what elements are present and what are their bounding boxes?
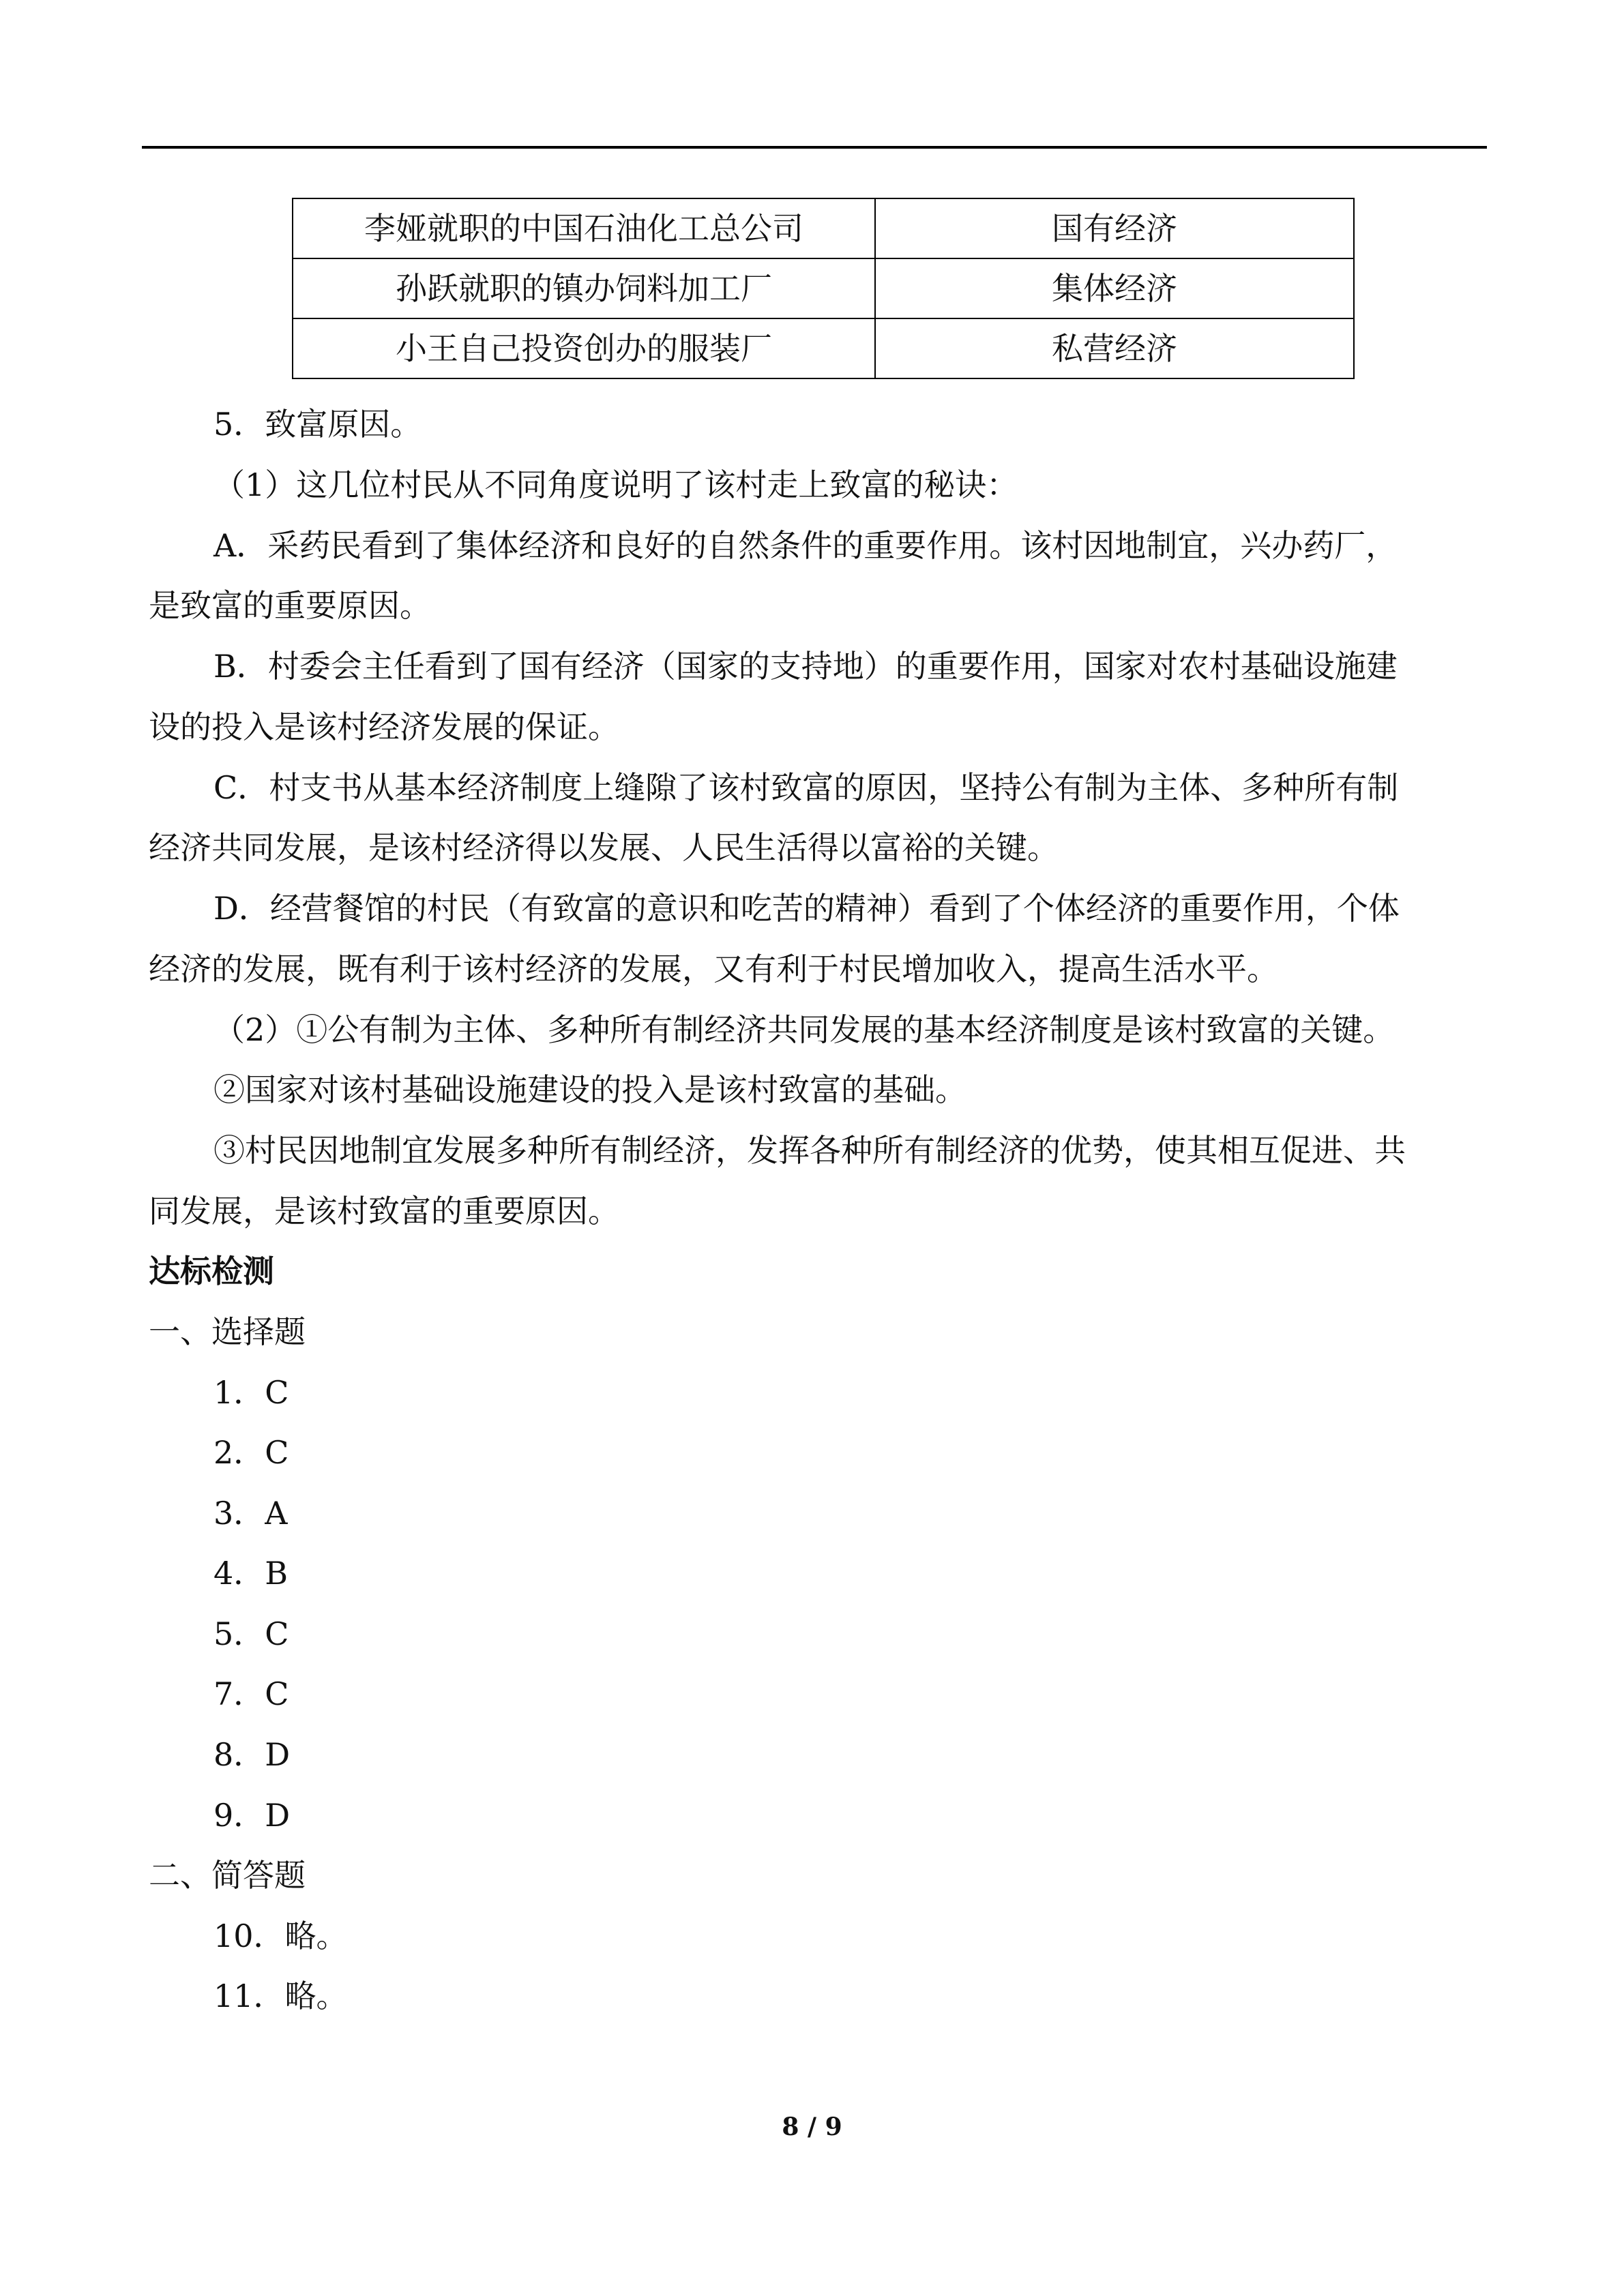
assessment-title: 达标检测 (149, 1253, 274, 1289)
choice-answer: 3．A (213, 1495, 288, 1532)
enterprise-cell: 孙跃就职的镇办饲料加工厂 (293, 258, 875, 318)
choice-answer: 2．C (213, 1434, 289, 1471)
item-a-line-2: 是致富的重要原因。 (149, 587, 431, 624)
short-answer: 11．略。 (213, 1978, 348, 2014)
table-row (293, 318, 1354, 378)
item-d-line-1: D．经营餐馆的村民（有致富的意识和吃苦的精神）看到了个体经济的重要作用，个体 (213, 890, 1400, 927)
short-answer: 10．略。 (213, 1918, 348, 1954)
economy-type-cell: 国有经济 (875, 198, 1354, 258)
enterprise-cell: 李娅就职的中国石油化工总公司 (293, 198, 875, 258)
choice-answer: 8．D (213, 1736, 291, 1773)
item-c-line-1: C．村支书从基本经济制度上缝隙了该村致富的原因，坚持公有制为主体、多种所有制 (213, 769, 1399, 806)
part-2-point-3-line-1: ③村民因地制宜发展多种所有制经济，发挥各种所有制经济的优势，使其相互促进、共 (213, 1132, 1406, 1169)
choice-answer: 7．C (213, 1675, 289, 1712)
choice-answer: 9．D (213, 1797, 291, 1834)
choice-answer: 1．C (213, 1374, 289, 1411)
enterprise-cell: 小王自己投资创办的服装厂 (293, 318, 875, 378)
choice-section-heading: 一、选择题 (149, 1313, 306, 1350)
table-row (293, 198, 1354, 258)
section-5-heading: 5．致富原因。 (213, 406, 422, 443)
table-row (293, 258, 1354, 318)
item-d-line-2: 经济的发展，既有利于该村经济的发展，又有利于村民增加收入，提高生活水平。 (149, 951, 1278, 987)
economy-type-table (292, 198, 1355, 379)
item-a-line-1: A．采药民看到了集体经济和良好的自然条件的重要作用。该村因地制宜，兴办药厂， (213, 527, 1398, 564)
choice-answer: 5．C (213, 1615, 289, 1652)
page-number: 8 / 9 (782, 2113, 842, 2141)
economy-type-cell: 集体经济 (875, 258, 1354, 318)
choice-answer: 4．B (213, 1555, 289, 1592)
economy-type-cell: 私营经济 (875, 318, 1354, 378)
part-1-intro: （1）这几位村民从不同角度说明了该村走上致富的秘诀： (213, 466, 1018, 503)
part-2-point-2: ②国家对该村基础设施建设的投入是该村致富的基础。 (213, 1071, 966, 1108)
item-c-line-2: 经济共同发展，是该村经济得以发展、人民生活得以富裕的关键。 (149, 829, 1059, 866)
item-b-line-1: B．村委会主任看到了国有经济（国家的支持地）的重要作用，国家对农村基础设施建 (213, 648, 1398, 685)
part-2-point-3-line-2: 同发展，是该村致富的重要原因。 (149, 1193, 619, 1229)
header-rule (142, 146, 1487, 149)
item-b-line-2: 设的投入是该村经济发展的保证。 (149, 709, 619, 745)
part-2-point-1: （2）①公有制为主体、多种所有制经济共同发展的基本经济制度是该村致富的关键。 (213, 1011, 1395, 1048)
short-answer-section-heading: 二、简答题 (149, 1857, 306, 1894)
